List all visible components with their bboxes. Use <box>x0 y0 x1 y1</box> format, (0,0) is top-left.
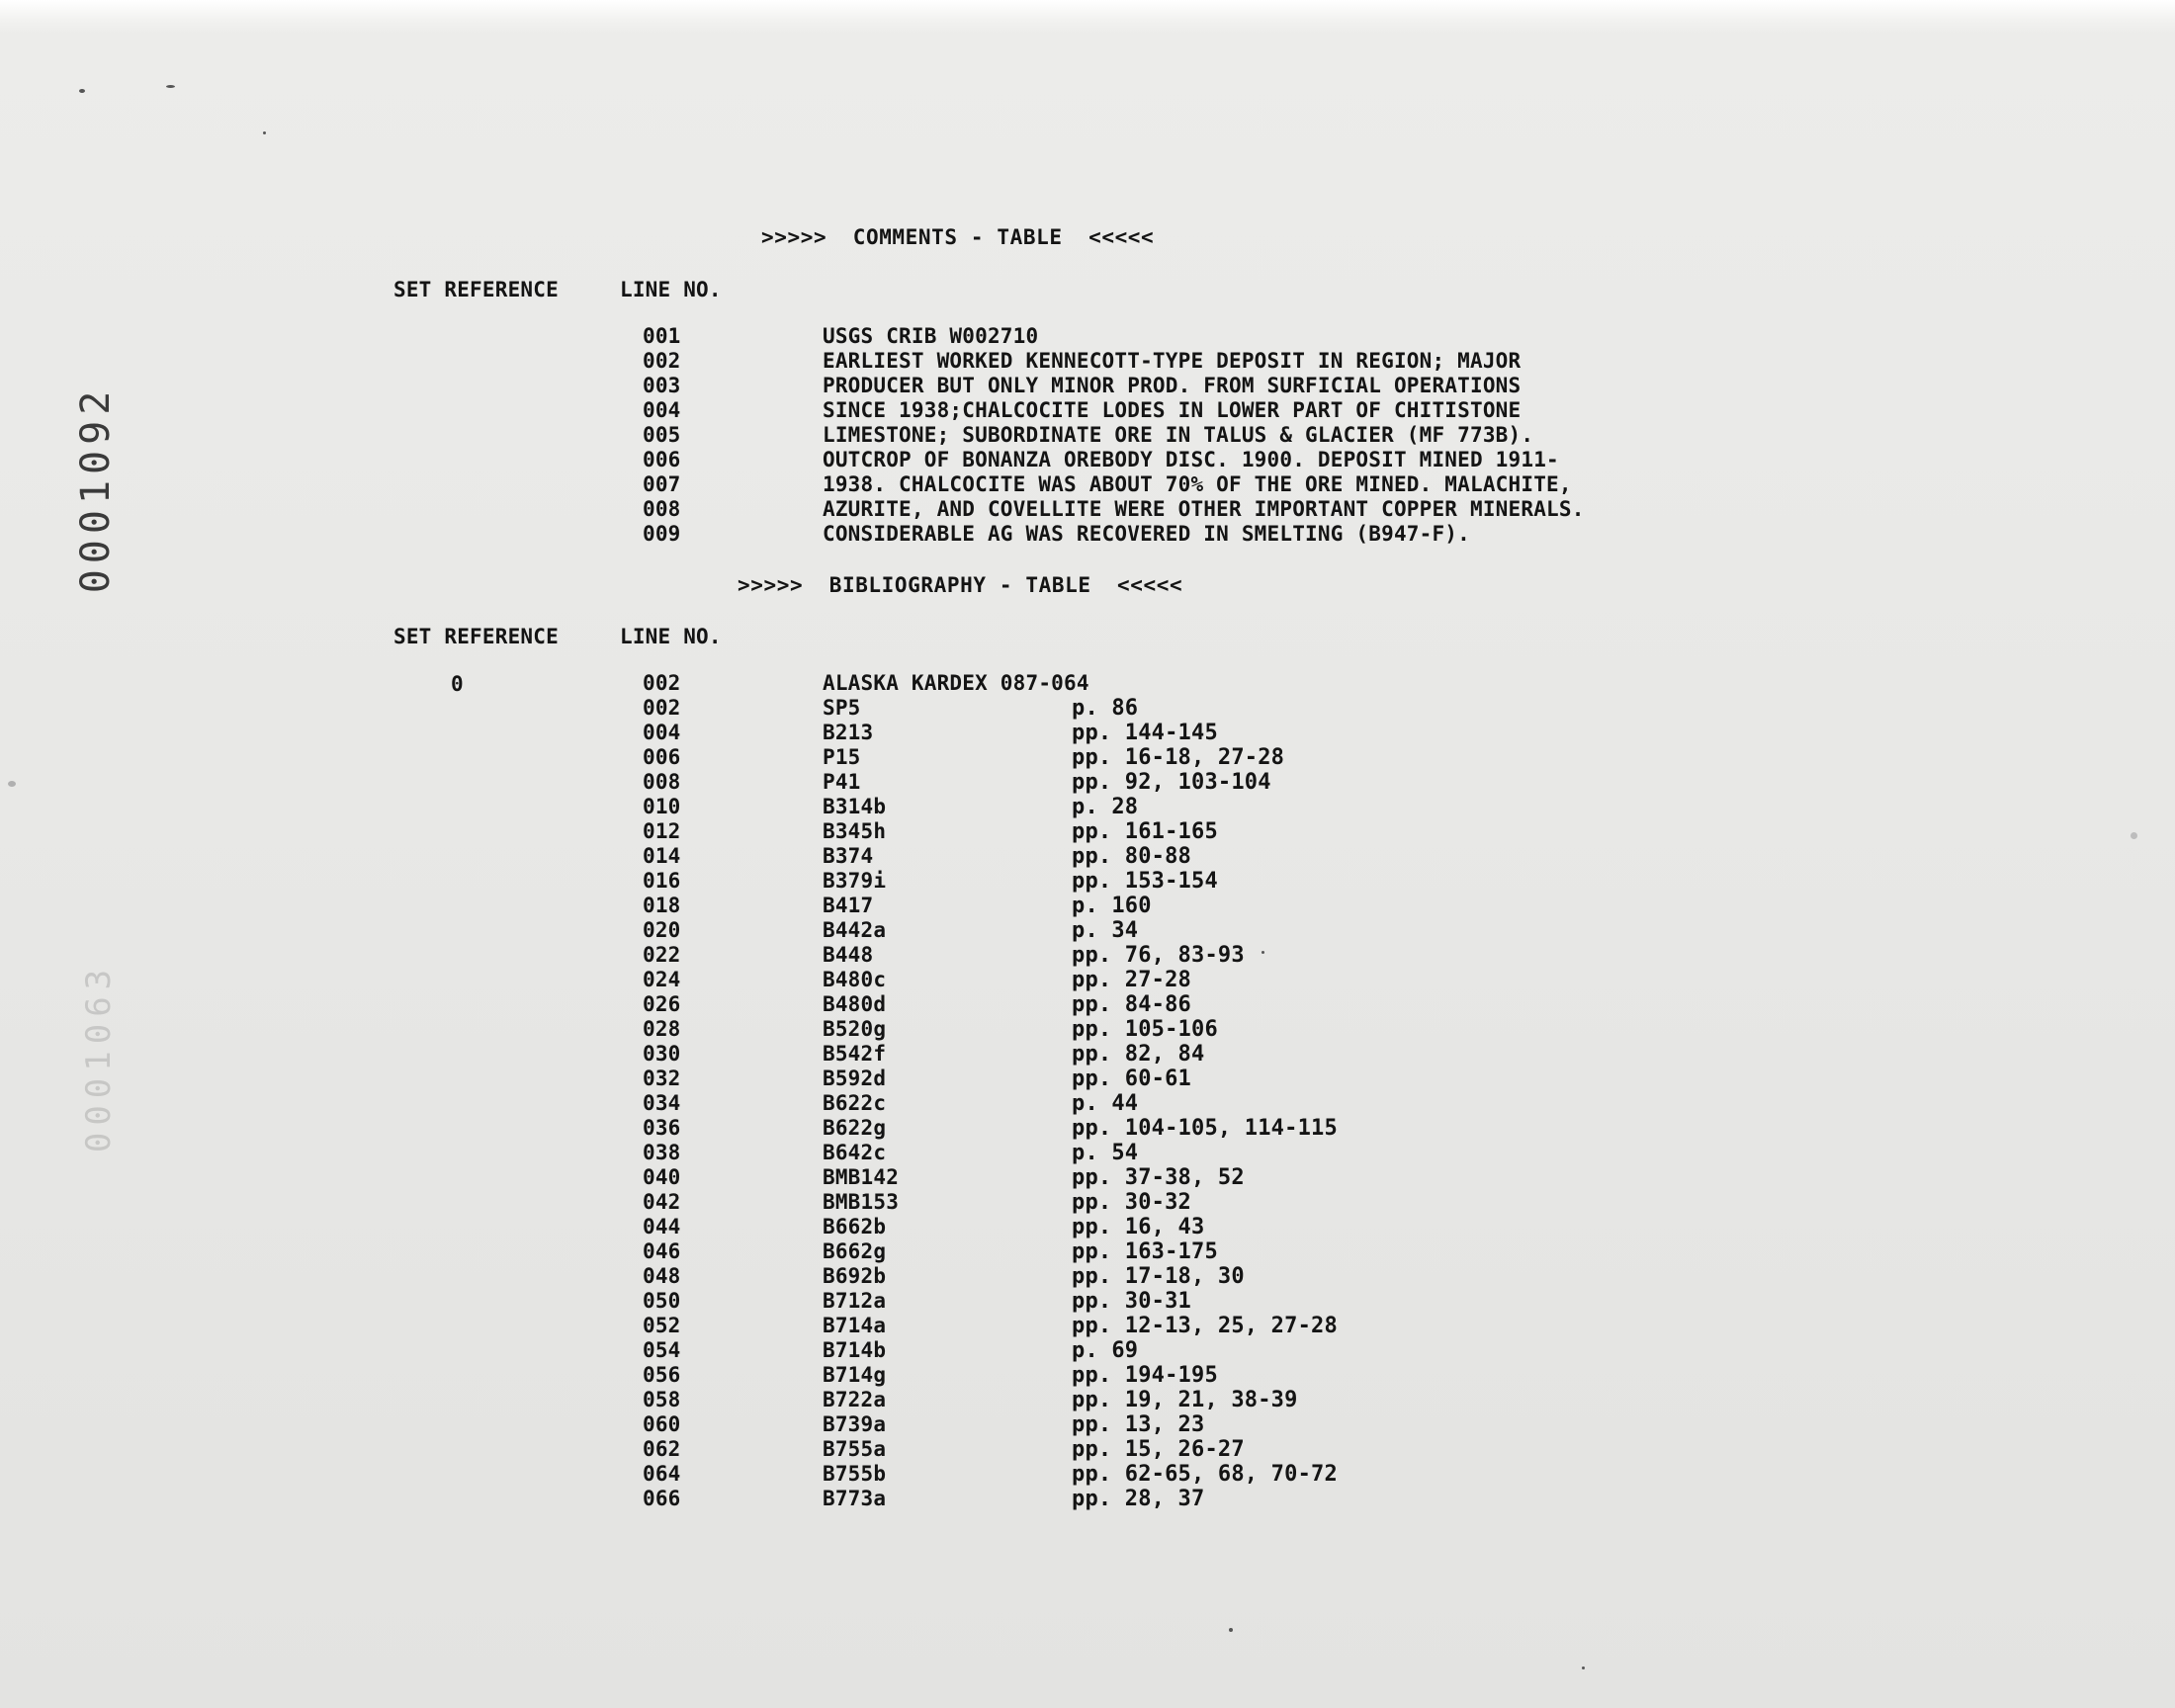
bibliography-reference: B692b <box>823 1264 887 1288</box>
bibliography-reference: BMB142 <box>823 1165 900 1189</box>
bibliography-line-number: 056 <box>643 1363 681 1387</box>
comment-text: LIMESTONE; SUBORDINATE ORE IN TALUS & GLACIER (MF 773B). <box>823 423 1534 447</box>
comment-text: 1938. CHALCOCITE WAS ABOUT 70% OF THE ORE MINED. MALACHITE, <box>823 472 1572 496</box>
bibliography-pages: pp. 37-38, 52 <box>1072 1165 1245 1190</box>
bibliography-line-number: 052 <box>643 1314 681 1337</box>
bibliography-line-number: 064 <box>643 1462 681 1486</box>
bibliography-line-number: 040 <box>643 1165 681 1189</box>
bibliography-line-number: 002 <box>643 696 681 720</box>
bibliography-reference: B662b <box>823 1215 887 1238</box>
bibliography-pages: pp. 104-105, 114-115 <box>1072 1116 1338 1141</box>
comment-line-number: 004 <box>643 398 681 422</box>
bibliography-reference: B448 <box>823 943 874 967</box>
bibliography-pages: pp. 60-61 <box>1072 1067 1192 1091</box>
comment-line-number: 009 <box>643 522 681 546</box>
bibliography-pages: p. 160 <box>1072 894 1152 918</box>
bibliography-line-number: 020 <box>643 918 681 942</box>
bibliography-line-number: 034 <box>643 1091 681 1115</box>
page-top-edge <box>0 0 2175 34</box>
bibliography-pages: pp. 92, 103-104 <box>1072 770 1271 795</box>
bibliography-line-number: 058 <box>643 1388 681 1411</box>
bibliography-line-number: 060 <box>643 1412 681 1436</box>
bibliography-reference: B739a <box>823 1412 887 1436</box>
bibliography-reference: B379i <box>823 869 887 893</box>
bibliography-line-number: 018 <box>643 894 681 917</box>
bibliography-pages: pp. 163-175 <box>1072 1239 1218 1264</box>
bibliography-reference: B592d <box>823 1067 887 1090</box>
bibliography-title: >>>>> BIBLIOGRAPHY - TABLE <<<<< <box>738 573 1183 597</box>
bibliography-reference: B417 <box>823 894 874 917</box>
faded-margin-stamp <box>79 949 119 1166</box>
bibliography-reference: P41 <box>823 770 861 794</box>
bibliography-pages: pp. 16-18, 27-28 <box>1072 745 1285 770</box>
bibliography-line-number: 042 <box>643 1190 681 1214</box>
bibliography-set-reference-header: SET REFERENCE <box>393 625 559 648</box>
scan-speck <box>79 89 85 93</box>
bibliography-line-number: 048 <box>643 1264 681 1288</box>
margin-stamp <box>71 385 121 593</box>
bibliography-pages: pp. 28, 37 <box>1072 1487 1205 1511</box>
bibliography-line-number: 014 <box>643 844 681 868</box>
bibliography-pages: pp. 12-13, 25, 27-28 <box>1072 1314 1338 1338</box>
comment-line-number: 006 <box>643 448 681 471</box>
bibliography-pages: p. 44 <box>1072 1091 1139 1116</box>
bibliography-reference: B442a <box>823 918 887 942</box>
bibliography-pages: p. 34 <box>1072 918 1139 943</box>
bibliography-line-number: 002 <box>643 671 681 695</box>
bibliography-pages: pp. 80-88 <box>1072 844 1192 869</box>
bibliography-reference: B642c <box>823 1141 887 1164</box>
bibliography-line-number: 062 <box>643 1437 681 1461</box>
comments-set-reference-header: SET REFERENCE <box>393 278 559 301</box>
scan-speck <box>1582 1666 1585 1669</box>
bibliography-reference: B345h <box>823 819 887 843</box>
bibliography-pages: p. 69 <box>1072 1338 1139 1363</box>
bibliography-pages: pp. 161-165 <box>1072 819 1218 844</box>
comments-line-no-header: LINE NO. <box>620 278 722 301</box>
bibliography-reference: B755a <box>823 1437 887 1461</box>
bibliography-reference: B712a <box>823 1289 887 1313</box>
bibliography-line-number: 054 <box>643 1338 681 1362</box>
bibliography-reference: B714b <box>823 1338 887 1362</box>
bibliography-pages: pp. 30-31 <box>1072 1289 1192 1314</box>
bibliography-reference: B622c <box>823 1091 887 1115</box>
scan-speck <box>1262 951 1264 954</box>
bibliography-line-number: 006 <box>643 745 681 769</box>
bibliography-pages: pp. 105-106 <box>1072 1017 1218 1042</box>
bibliography-reference: B480c <box>823 968 887 991</box>
comment-text: CONSIDERABLE AG WAS RECOVERED IN SMELTING (B947-F). <box>823 522 1470 546</box>
scan-speck <box>2131 832 2137 839</box>
bibliography-pages: p. 86 <box>1072 696 1139 721</box>
bibliography-line-number: 012 <box>643 819 681 843</box>
bibliography-pages: pp. 19, 21, 38-39 <box>1072 1388 1298 1412</box>
bibliography-reference: B755b <box>823 1462 887 1486</box>
bibliography-line-no-header: LINE NO. <box>620 625 722 648</box>
bibliography-line-number: 032 <box>643 1067 681 1090</box>
comment-line-number: 008 <box>643 497 681 521</box>
bibliography-line-number: 050 <box>643 1289 681 1313</box>
bibliography-pages: p. 28 <box>1072 795 1139 819</box>
bibliography-pages: pp. 62-65, 68, 70-72 <box>1072 1462 1338 1487</box>
bibliography-line-number: 004 <box>643 721 681 744</box>
bibliography-line-number: 016 <box>643 869 681 893</box>
comment-text: USGS CRIB W002710 <box>823 324 1039 348</box>
bibliography-line-number: 010 <box>643 795 681 818</box>
bibliography-pages: pp. 16, 43 <box>1072 1215 1205 1239</box>
comment-text: AZURITE, AND COVELLITE WERE OTHER IMPORTANT COPPER MINERALS. <box>823 497 1585 521</box>
bibliography-pages: pp. 17-18, 30 <box>1072 1264 1245 1289</box>
bibliography-reference: B773a <box>823 1487 887 1510</box>
comment-line-number: 002 <box>643 349 681 373</box>
bibliography-reference: B314b <box>823 795 887 818</box>
bibliography-pages: pp. 82, 84 <box>1072 1042 1205 1067</box>
bibliography-reference: B213 <box>823 721 874 744</box>
bibliography-reference: B714a <box>823 1314 887 1337</box>
bibliography-pages: pp. 144-145 <box>1072 721 1218 745</box>
bibliography-line-number: 026 <box>643 992 681 1016</box>
comment-text: OUTCROP OF BONANZA OREBODY DISC. 1900. DEPOSIT MINED 1911- <box>823 448 1559 471</box>
bibliography-reference: B374 <box>823 844 874 868</box>
scan-speck <box>166 85 175 88</box>
comment-text: SINCE 1938;CHALCOCITE LODES IN LOWER PART OF CHITISTONE <box>823 398 1522 422</box>
comment-line-number: 007 <box>643 472 681 496</box>
bibliography-reference: B622g <box>823 1116 887 1140</box>
bibliography-line-number: 024 <box>643 968 681 991</box>
bibliography-pages: pp. 84-86 <box>1072 992 1192 1017</box>
bibliography-pages: pp. 30-32 <box>1072 1190 1192 1215</box>
bibliography-pages: pp. 194-195 <box>1072 1363 1218 1388</box>
bibliography-reference: B480d <box>823 992 887 1016</box>
bibliography-line-number: 044 <box>643 1215 681 1238</box>
bibliography-reference: B542f <box>823 1042 887 1066</box>
faded-margin-stamp-text: 0001063 <box>79 962 119 1153</box>
bibliography-reference: SP5 <box>823 696 861 720</box>
bibliography-line-number: 046 <box>643 1239 681 1263</box>
bibliography-line-number: 038 <box>643 1141 681 1164</box>
comment-line-number: 001 <box>643 324 681 348</box>
bibliography-pages: pp. 153-154 <box>1072 869 1218 894</box>
bibliography-line-number: 036 <box>643 1116 681 1140</box>
bibliography-pages: pp. 13, 23 <box>1072 1412 1205 1437</box>
bibliography-reference: B520g <box>823 1017 887 1041</box>
comment-text: EARLIEST WORKED KENNECOTT-TYPE DEPOSIT IN REGION; MAJOR <box>823 349 1522 373</box>
bibliography-reference: P15 <box>823 745 861 769</box>
bibliography-reference: B714g <box>823 1363 887 1387</box>
bibliography-reference: B722a <box>823 1388 887 1411</box>
bibliography-line-number: 008 <box>643 770 681 794</box>
bibliography-reference: BMB153 <box>823 1190 900 1214</box>
bibliography-line-number: 028 <box>643 1017 681 1041</box>
scan-speck <box>1229 1628 1233 1632</box>
scan-speck <box>263 131 266 134</box>
bibliography-pages: p. 54 <box>1072 1141 1139 1165</box>
bibliography-pages: pp. 27-28 <box>1072 968 1192 992</box>
bibliography-pages: pp. 15, 26-27 <box>1072 1437 1245 1462</box>
comment-line-number: 005 <box>643 423 681 447</box>
bibliography-reference: ALASKA KARDEX 087-064 <box>823 671 1089 695</box>
margin-stamp-text: 0001092 <box>73 384 119 594</box>
bibliography-reference: B662g <box>823 1239 887 1263</box>
bibliography-line-number: 030 <box>643 1042 681 1066</box>
bibliography-pages: pp. 76, 83-93 <box>1072 943 1245 968</box>
bibliography-set-reference-value: 0 <box>451 672 464 696</box>
scan-speck <box>8 781 16 787</box>
comment-line-number: 003 <box>643 374 681 397</box>
bibliography-line-number: 022 <box>643 943 681 967</box>
comment-text: PRODUCER BUT ONLY MINOR PROD. FROM SURFICIAL OPERATIONS <box>823 374 1522 397</box>
bibliography-line-number: 066 <box>643 1487 681 1510</box>
comments-title: >>>>> COMMENTS - TABLE <<<<< <box>761 225 1155 249</box>
